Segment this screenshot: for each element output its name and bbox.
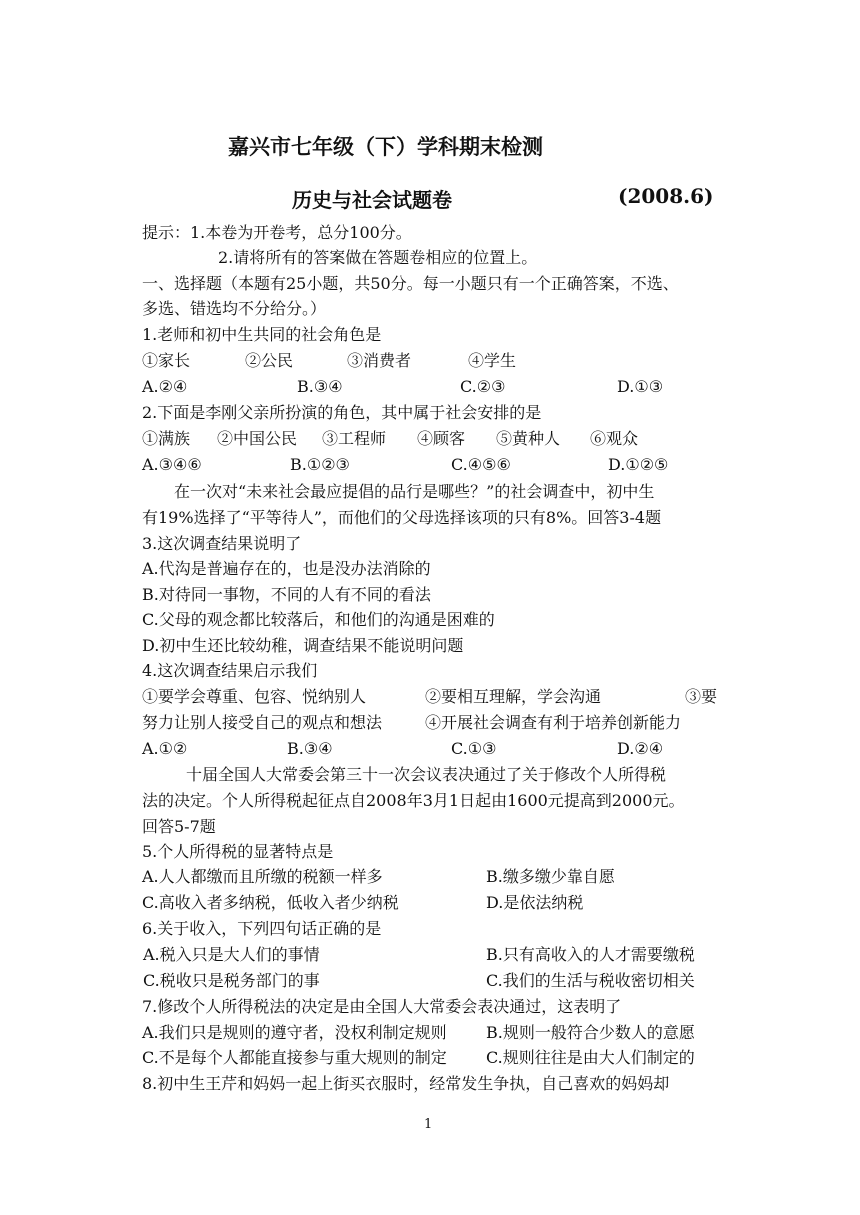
- note-1: 提示：1.本卷为开卷考，总分100分。: [142, 223, 412, 242]
- q4-item: ③要: [685, 687, 718, 706]
- q1-item: ④学生: [468, 351, 517, 370]
- q7-option-c: C.不是每个人都能直接参与重大规则的制定: [142, 1048, 447, 1067]
- question-1-stem: 1.老师和初中生共同的社会角色是: [142, 325, 382, 344]
- q4-item: ②要相互理解，学会沟通: [425, 687, 602, 706]
- q1-option-a: A.②④: [142, 377, 188, 396]
- q6-option-c: C.税收只是税务部门的事: [143, 971, 320, 990]
- page-title: 嘉兴市七年级（下）学科期末检测: [228, 134, 543, 159]
- q4-option-c: C.①③: [451, 739, 497, 758]
- section-heading-line1: 一、选择题（本题有25小题，共50分。每一小题只有一个正确答案，不选、: [142, 274, 679, 293]
- note-2: 2.请将所有的答案做在答题卷相应的位置上。: [218, 248, 538, 267]
- q2-item: ①满族: [142, 429, 191, 448]
- section-heading-line2: 多选、错选均不分给分。）: [142, 299, 327, 318]
- q7-option-a: A.我们只是规则的遵守者，没权利制定规则: [142, 1023, 447, 1042]
- passage-2-line3: 回答5-7题: [142, 817, 216, 836]
- q2-item: ⑤黄种人: [496, 429, 561, 448]
- page-number: 1: [424, 1117, 433, 1132]
- q3-option-d: D.初中生还比较幼稚，调查结果不能说明问题: [142, 636, 464, 655]
- q2-option-b: B.①②③: [290, 455, 350, 474]
- exam-date: (2008.6): [618, 184, 714, 208]
- question-2-stem: 2.下面是李刚父亲所扮演的角色，其中属于社会安排的是: [142, 403, 542, 422]
- question-7-stem: 7.修改个人所得税法的决定是由全国人大常委会表决通过，这表明了: [142, 997, 622, 1016]
- passage-1-line1: 在一次对“未来社会最应提倡的品行是哪些？”的社会调查中，初中生: [174, 482, 655, 501]
- q2-option-a: A.③④⑥: [142, 455, 202, 474]
- q2-item: ②中国公民: [217, 429, 298, 448]
- question-5-stem: 5.个人所得税的显著特点是: [142, 842, 334, 861]
- q2-option-c: C.④⑤⑥: [451, 455, 511, 474]
- q4-option-b: B.③④: [287, 739, 333, 758]
- q6-option-b: B.只有高收入的人才需要缴税: [486, 945, 695, 964]
- q3-option-b: B.对待同一事物，不同的人有不同的看法: [142, 585, 431, 604]
- passage-2-line2: 法的决定。个人所得税起征点自2008年3月1日起由1600元提高到2000元。: [142, 791, 685, 810]
- passage-2-line1: 十届全国人大常委会第三十一次会议表决通过了关于修改个人所得税: [186, 765, 667, 784]
- q4-item: ①要学会尊重、包容、悦纳别人: [142, 687, 367, 706]
- q2-item: ③工程师: [322, 429, 387, 448]
- question-8-stem: 8.初中生王芹和妈妈一起上街买衣服时，经常发生争执，自己喜欢的妈妈却: [142, 1074, 670, 1093]
- q1-option-d: D.①③: [617, 377, 664, 396]
- q1-option-c: C.②③: [460, 377, 506, 396]
- q5-option-c: C.高收入者多纳税，低收入者少纳税: [142, 893, 399, 912]
- q5-option-d: D.是依法纳税: [486, 893, 584, 912]
- passage-1-line2: 有19%选择了“平等待人”，而他们的父母选择该项的只有8%。回答3-4题: [142, 508, 662, 527]
- q1-option-b: B.③④: [297, 377, 343, 396]
- q4-item: ④开展社会调查有利于培养创新能力: [425, 713, 682, 732]
- question-3-stem: 3.这次调查结果说明了: [142, 534, 302, 553]
- q5-option-a: A.人人都缴而且所缴的税额一样多: [142, 867, 383, 886]
- q4-option-d: D.②④: [617, 739, 664, 758]
- q7-option-d: C.规则往往是由大人们制定的: [486, 1048, 695, 1067]
- q1-item: ①家长: [142, 351, 191, 370]
- q3-option-c: C.父母的观念都比较落后，和他们的沟通是困难的: [142, 610, 495, 629]
- q2-option-d: D.①②⑤: [608, 455, 669, 474]
- question-6-stem: 6.关于收入，下列四句话正确的是: [142, 919, 382, 938]
- q4-item-continued: 努力让别人接受自己的观点和想法: [142, 713, 383, 732]
- q2-item: ⑥观众: [590, 429, 639, 448]
- q2-item: ④顾客: [417, 429, 466, 448]
- q6-option-d: C.我们的生活与税收密切相关: [486, 971, 695, 990]
- q1-item: ③消费者: [347, 351, 412, 370]
- q5-option-b: B.缴多缴少靠自愿: [486, 867, 615, 886]
- q3-option-a: A.代沟是普遍存在的，也是没办法消除的: [142, 559, 431, 578]
- q1-item: ②公民: [245, 351, 294, 370]
- q7-option-b: B.规则一般符合少数人的意愿: [486, 1023, 695, 1042]
- page-subtitle: 历史与社会试题卷: [292, 188, 452, 212]
- q4-option-a: A.①②: [142, 739, 188, 758]
- question-4-stem: 4.这次调查结果启示我们: [142, 661, 318, 680]
- q6-option-a: A.税入只是大人们的事情: [143, 945, 320, 964]
